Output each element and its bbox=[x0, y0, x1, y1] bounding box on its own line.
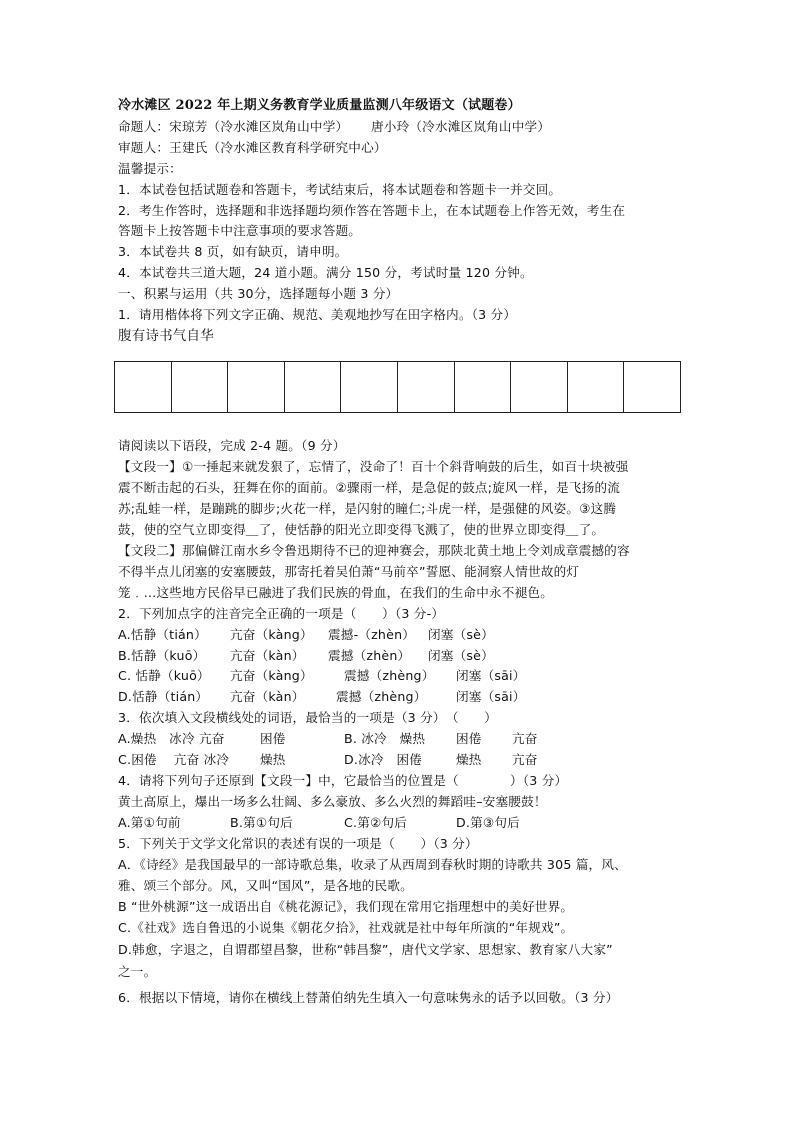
q5-stem: 5．下列关于文学文化常识的表述有误的一项是（ ）（3 分） bbox=[118, 836, 478, 851]
reviewer-line: 审题人：王建氏（冷水滩区教育科学研究中心） bbox=[118, 140, 387, 155]
q2-option-a bbox=[118, 625, 678, 645]
q2-option-d-1: D.恬静（tián） bbox=[118, 689, 209, 704]
q4-option-c: C.第②句后 bbox=[344, 815, 408, 830]
grid-cell[interactable] bbox=[115, 362, 172, 412]
tips-heading: 温馨提示： bbox=[118, 161, 182, 176]
grid-cell[interactable] bbox=[398, 362, 455, 412]
q5-option-a-cont: 雅、颂三个部分。风，又叫“国风”，是各地的民歌。 bbox=[118, 878, 413, 893]
passage-1-line: 苏;乱蛙一样，是蹦跳的脚步;火花一样，是闪射的瞳仁;斗虎一样，是强健的风姿。③这腾 bbox=[118, 501, 617, 516]
tip-4: 4．本试卷共三道大题，24 道小题。满分 150 分，考试时量 120 分钟。 bbox=[118, 265, 533, 280]
q1-stem: 1．请用楷体将下列文字正确、规范、美观地抄写在田字格内。（3 分） bbox=[118, 307, 517, 322]
q2-option-c-3: 震撼（zhèng） bbox=[344, 668, 435, 683]
q2-option-d-3: 震撼（zhèng） bbox=[336, 689, 427, 704]
q4-options bbox=[118, 813, 678, 833]
q6-stem: 6．根据以下情境，请你在横线上替萧伯纳先生填入一句意味隽永的话予以回敬。（3 分） bbox=[118, 990, 619, 1005]
tip-1: 1．本试卷包括试题卷和答题卡，考试结束后，将本试题卷和答题卡一并交回。 bbox=[118, 182, 562, 197]
q4-stem: 4．请将下列句子还原到【文段一】中，它最恰当的位置是（ ）（3 分） bbox=[118, 773, 568, 788]
q2-option-a-4: 闭塞（sè） bbox=[428, 627, 494, 642]
q3-option-c: C.困倦 亢奋 冰冷 bbox=[118, 752, 230, 767]
q3-option-d-word: 亢奋 bbox=[512, 752, 538, 767]
q5-option-b: B “世外桃源”这一成语出自《桃花源记》，我们现在常用它指理想中的美好世界。 bbox=[118, 899, 574, 914]
q2-option-b-4: 闭塞（sè） bbox=[428, 648, 494, 663]
q3-option-b: B. 冰冷 燥热 bbox=[344, 731, 426, 746]
author-2: 唐小玲（冷水滩区岚角山中学） bbox=[371, 119, 551, 134]
q2-option-a-1: A.恬静（tián） bbox=[118, 627, 207, 642]
grid-cell[interactable] bbox=[568, 362, 625, 412]
q3-option-b-word: 困倦 bbox=[456, 731, 482, 746]
q5-option-d-cont: 之一。 bbox=[118, 964, 157, 979]
grid-cell[interactable] bbox=[511, 362, 568, 412]
q3-option-d: D.冰冷 困倦 bbox=[344, 752, 423, 767]
q2-option-c-1: C. 恬静（kuō） bbox=[118, 668, 210, 683]
q3-options-ab bbox=[118, 729, 678, 749]
q2-option-b-1: B.恬静（kuō） bbox=[118, 648, 206, 663]
tip-2a: 2．考生作答时，选择题和非选择题均须作答在答题卡上，在本试题卷上作答无效，考生在 bbox=[118, 203, 626, 218]
grid-cell[interactable] bbox=[285, 362, 342, 412]
q3-options-cd bbox=[118, 750, 678, 770]
q2-option-b bbox=[118, 646, 678, 666]
grid-cell[interactable] bbox=[172, 362, 229, 412]
tip-3: 3．本试卷共 8 页，如有缺页，请申明。 bbox=[118, 244, 348, 259]
q3-option-a-word: 困倦 bbox=[260, 731, 286, 746]
q5-option-c: C.《社戏》选自鲁迅的小说集《朝花夕拾》，社戏就是社中每年所演的“年规戏”。 bbox=[118, 920, 574, 935]
q3-option-b-word: 亢奋 bbox=[512, 731, 538, 746]
passage-2-line: 不得半点儿闭塞的安塞腰鼓，那寄托着吴伯萧“马前卒”誓愿、能洞察人情世故的灯 bbox=[118, 564, 580, 579]
q2-option-a-2: 亢奋（kàng） bbox=[230, 627, 313, 642]
q3-option-d-word: 燥热 bbox=[456, 752, 482, 767]
q2-option-c-2: 亢奋（kàng） bbox=[230, 668, 313, 683]
q4-sentence: 黄土高原上，爆出一场多么壮阔、多么豪放、多么火烈的舞蹈哇–安塞腰鼓！ bbox=[118, 794, 547, 809]
q3-stem: 3．依次填入文段横线处的词语，最恰当的一项是（3 分） （ ） bbox=[118, 710, 498, 725]
exam-title: 冷水滩区 2022 年上期义务教育学业质量监测八年级语文（试题卷） bbox=[118, 98, 521, 113]
q2-stem: 2．下列加点字的注音完全正确的一项是（ ）（3 分-） bbox=[118, 606, 445, 621]
author-line bbox=[118, 117, 551, 137]
passage-1-line: 【文段一】①一捶起来就发狠了，忘情了，没命了！百十个斜背响鼓的后生，如百十块被强 bbox=[118, 459, 629, 474]
grid-cell[interactable] bbox=[341, 362, 398, 412]
grid-cell[interactable] bbox=[455, 362, 512, 412]
q4-option-b: B.第①句后 bbox=[230, 815, 293, 830]
q4-option-d: D.第③句后 bbox=[456, 815, 520, 830]
q5-option-a: A．《诗经》是我国最早的一部诗歌总集，收录了从西周到春秋时期的诗歌共 305 篇，风、 bbox=[118, 857, 627, 872]
q2-option-d bbox=[118, 687, 678, 707]
grid-cell[interactable] bbox=[624, 362, 680, 412]
q2-option-d-4: 闭塞（sāi） bbox=[456, 689, 526, 704]
q3-option-c-word: 燥热 bbox=[260, 752, 286, 767]
q2-option-b-3: 震撼（zhèn） bbox=[328, 648, 411, 663]
q3-option-a: A.燥热 冰冷 亢奋 bbox=[118, 731, 225, 746]
q1-copy-text: 腹有诗书气自华 bbox=[118, 328, 214, 344]
passage-2-line: 笼﹒…这些地方民俗早已融进了我们民族的骨血，在我们的生命中永不褪色。 bbox=[118, 585, 553, 600]
q5-option-d: D.韩愈，字退之，自谓郡望昌黎，世称“韩昌黎”，唐代文学家、思想家、教育家八大家” bbox=[118, 942, 613, 957]
grid-cell[interactable] bbox=[228, 362, 285, 412]
tip-2b: 答题卡上按答题卡中注意事项的要求答题。 bbox=[118, 223, 362, 238]
q2-option-c-4: 闭塞（sāi） bbox=[456, 668, 526, 683]
author-1: 命题人：宋琼芳（冷水滩区岚角山中学） bbox=[118, 119, 349, 134]
passage-1-line: 鼓，使的空气立即变得＿了，使恬静的阳光立即变得飞溅了，使的世界立即变得＿了。 bbox=[118, 522, 605, 537]
q4-option-a: A.第①句前 bbox=[118, 815, 181, 830]
passage-1-line: 震不断击起的石头，狂舞在你的面前。②骤雨一样，是急促的鼓点;旋风一样，是飞扬的流 bbox=[118, 480, 621, 495]
passage-intro: 请阅读以下语段，完成 2-4 题。（9 分） bbox=[118, 438, 346, 453]
section-1-heading: 一、积累与运用（共 30分，选择题每小题 3 分） bbox=[118, 286, 399, 301]
q2-option-c bbox=[118, 666, 678, 686]
q2-option-a-3: 震撼-（zhèn） bbox=[328, 627, 416, 642]
q2-option-b-2: 亢奋（kàn） bbox=[230, 648, 305, 663]
passage-2-line: 【文段二】那偏僻江南水乡令鲁迅期待不已的迎神赛会，那陕北黄土地上令刘成章震撼的容 bbox=[118, 543, 630, 558]
tianzige-grid[interactable] bbox=[114, 361, 681, 413]
q2-option-d-2: 亢奋（kàn） bbox=[230, 689, 305, 704]
